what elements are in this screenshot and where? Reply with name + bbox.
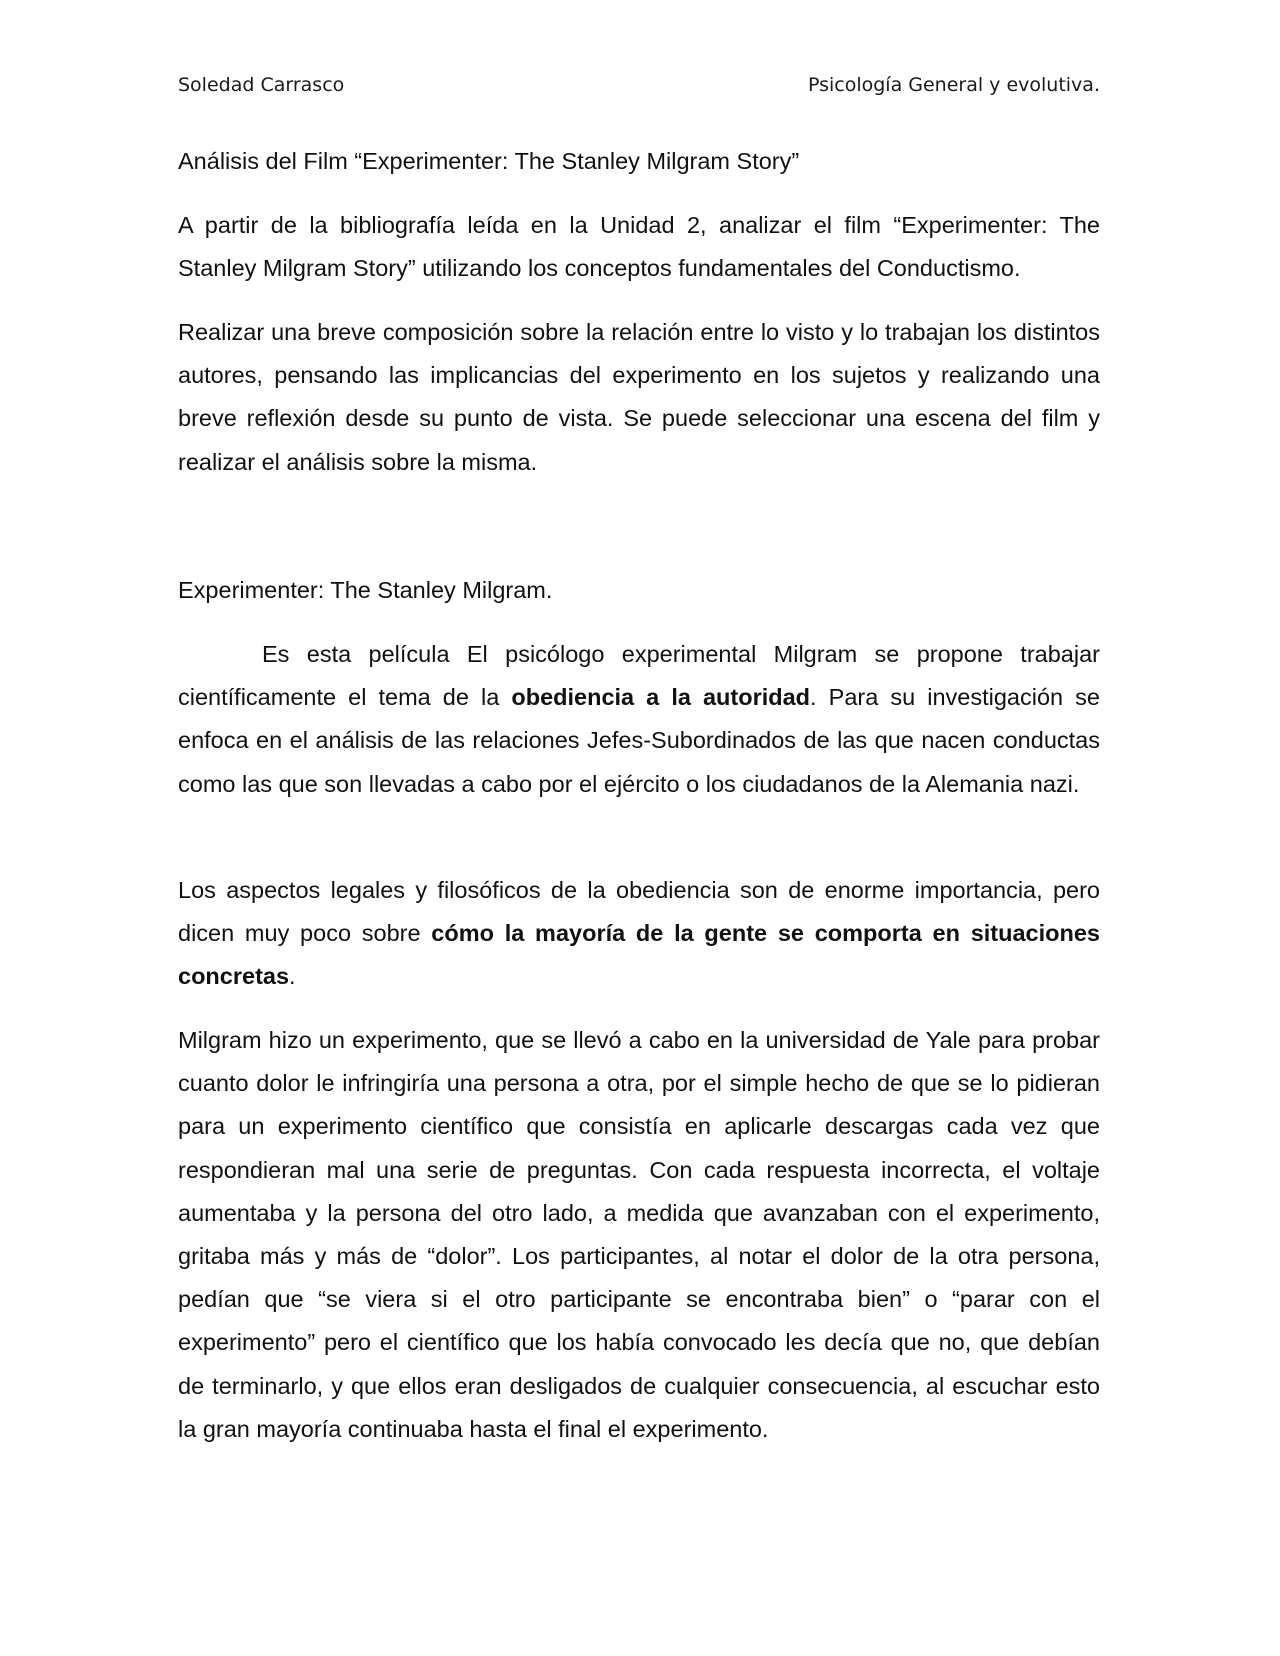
- essay-text-2: [178, 869, 1100, 999]
- essay-p2-bold: cómo la mayoría de la gente se comporta en situaciones concretas: [178, 920, 1101, 990]
- document-title-block: [178, 140, 1100, 183]
- instructions-paragraph-2: [178, 311, 1100, 484]
- essay-text-1: [178, 633, 1100, 806]
- essay-p2-after: .: [289, 963, 296, 990]
- essay-paragraph-2: [178, 869, 1100, 999]
- essay-text-3: Milgram hizo un experimento, que se llevó a cabo en la universidad de Yale para probar cuanto dolor le infringiría una persona a otra, por el simple hecho de que se lo pidieran para un experimento científico que consistía en aplicarle descargas cada vez que respondieran mal una serie de preguntas. Con cada respuesta incorrecta, el voltaje aumentaba y la persona del otro lado, a medida que avanzaban con el experimento, gritaba más y más de “dolor”. Los participantes, al notar el dolor de la otra persona, pedían que “se viera si el otro participante se encontraba bien” o “parar con el experimento” pero el científico que los había convocado les decía que no, que debían de terminarlo, y que ellos eran desligados de cualquier consecuencia, al escuchar esto la gran mayoría continuaba hasta el final el experimento.: [178, 1027, 1100, 1442]
- essay-p1-bold: obediencia a la autoridad: [511, 684, 811, 711]
- header-author: Soledad Carrasco: [178, 74, 345, 96]
- page-header: [178, 74, 1100, 104]
- essay-subtitle-block: [178, 569, 1100, 612]
- document-title: Análisis del Film “Experimenter: The Stanley Milgram Story”: [178, 148, 800, 174]
- header-course: Psicología General y evolutiva.: [807, 74, 1100, 96]
- essay-paragraph-1: [178, 633, 1100, 806]
- essay-paragraph-3: [178, 1019, 1100, 1451]
- essay-p1-before: Es esta película El psicólogo experimental Milgram se propone trabajar científicamente el tema de la: [178, 641, 1100, 711]
- essay-subtitle: Experimenter: The Stanley Milgram.: [178, 577, 553, 603]
- essay-p1-after: . Para su investigación se enfoca en el análisis de las relaciones Jefes-Subordinados de las que nacen conductas como las que son llevadas a cabo por el ejército o los ciudadanos de la Alemania nazi.: [178, 684, 1100, 797]
- instructions-text-2: Realizar una breve composición sobre la relación entre lo visto y lo trabajan los distintos autores, pensando las implicancias del experimento en los sujetos y realizando una breve reflexión desde su punto de vista. Se puede seleccionar una escena del film y realizar el análisis sobre la misma.: [178, 319, 1100, 475]
- instructions-paragraph-1: [178, 204, 1100, 290]
- instructions-text-1: A partir de la bibliografía leída en la Unidad 2, analizar el film “Experimenter: The Stanley Milgram Story” utilizando los conceptos fundamentales del Conductismo.: [178, 212, 1100, 282]
- essay-p2-before: Los aspectos legales y filosóficos de la obediencia son de enorme importancia, pero dicen muy poco sobre: [178, 877, 1100, 947]
